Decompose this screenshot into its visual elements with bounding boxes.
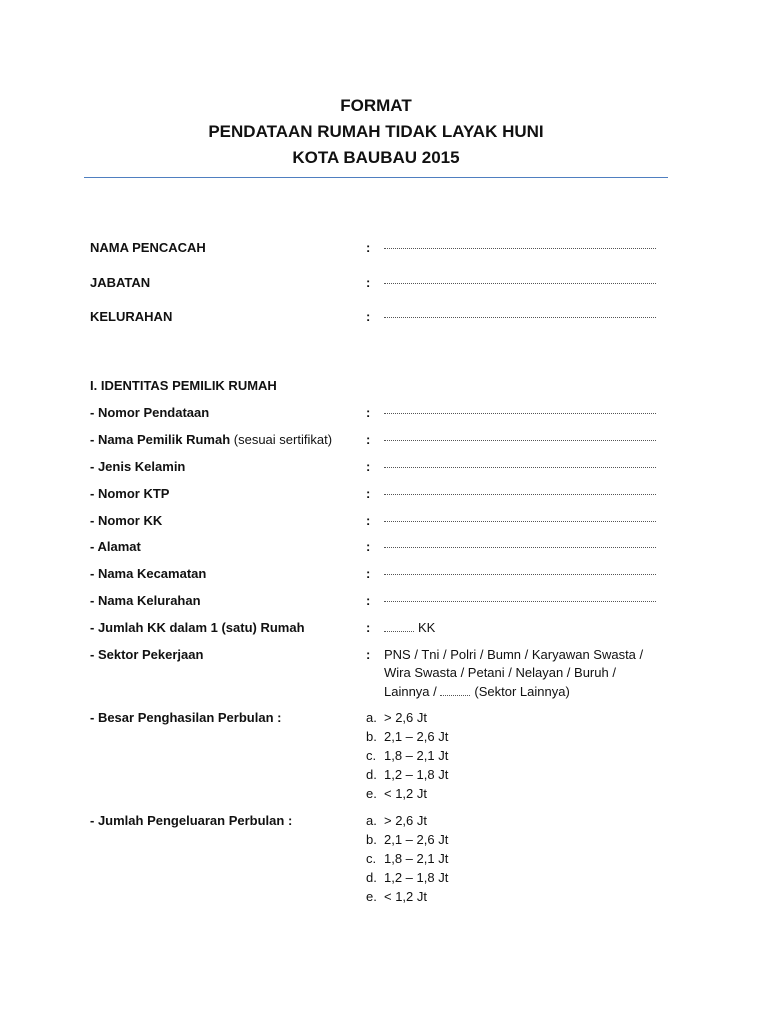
field-label-nama-kecamatan: - Nama Kecamatan	[90, 566, 207, 581]
field-label-penghasilan: - Besar Penghasilan Perbulan :	[90, 710, 282, 725]
field-note-sertifikat: (sesuai sertifikat)	[230, 432, 333, 447]
pengeluaran-option-c[interactable]: 1,8 – 2,1 Jt	[384, 851, 449, 866]
field-input-nama-pemilik[interactable]	[384, 440, 656, 441]
jumlah-kk-input[interactable]	[384, 631, 414, 632]
sektor-lainnya-prefix: Lainnya /	[384, 684, 437, 699]
field-colon: :	[366, 459, 371, 474]
option-letter: c.	[366, 851, 377, 866]
officer-name-field[interactable]	[384, 248, 656, 249]
pengeluaran-option-e[interactable]: < 1,2 Jt	[384, 889, 427, 904]
penghasilan-option-e[interactable]: < 1,2 Jt	[384, 786, 427, 801]
header-divider	[84, 177, 668, 178]
penghasilan-option-d[interactable]: 1,2 – 1,8 Jt	[384, 767, 449, 782]
pengeluaran-option-d[interactable]: 1,2 – 1,8 Jt	[384, 870, 449, 885]
village-label: KELURAHAN	[90, 309, 173, 324]
field-colon: :	[366, 566, 371, 581]
officer-name-label: NAMA PENCACAH	[90, 240, 206, 255]
pengeluaran-option-a[interactable]: > 2,6 Jt	[384, 813, 427, 828]
jumlah-kk-value	[384, 620, 435, 635]
option-letter: b.	[366, 832, 377, 847]
field-colon: :	[366, 620, 371, 635]
field-label-nama-kelurahan: - Nama Kelurahan	[90, 593, 201, 608]
option-letter: e.	[366, 786, 377, 801]
penghasilan-option-b[interactable]: 2,1 – 2,6 Jt	[384, 729, 449, 744]
field-label-nama-pemilik: - Nama Pemilik Rumah (sesuai sertifikat)	[90, 432, 333, 447]
field-input-nomor-pendataan[interactable]	[384, 413, 656, 414]
position-label: JABATAN	[90, 275, 151, 290]
option-letter: b.	[366, 729, 377, 744]
option-letter: e.	[366, 889, 377, 904]
jumlah-kk-unit: KK	[418, 620, 436, 635]
option-letter: c.	[366, 748, 377, 763]
field-label-sektor-pekerjaan: - Sektor Pekerjaan	[90, 647, 204, 662]
field-label-pengeluaran: - Jumlah Pengeluaran Perbulan :	[90, 813, 293, 828]
field-colon: :	[366, 513, 371, 528]
field-input-nama-kecamatan[interactable]	[384, 574, 656, 575]
penghasilan-option-a[interactable]: > 2,6 Jt	[384, 710, 427, 725]
field-colon: :	[366, 593, 371, 608]
field-colon: :	[366, 432, 371, 447]
option-letter: d.	[366, 870, 377, 885]
field-colon: :	[366, 486, 371, 501]
field-input-alamat[interactable]	[384, 547, 656, 548]
sektor-options-line3	[384, 684, 570, 699]
field-label-jenis-kelamin: - Jenis Kelamin	[90, 459, 186, 474]
field-label-nomor-pendataan: - Nomor Pendataan	[90, 405, 210, 420]
field-input-jenis-kelamin[interactable]	[384, 467, 656, 468]
section-title: I. IDENTITAS PEMILIK RUMAH	[90, 378, 277, 393]
village-colon: :	[366, 309, 371, 324]
field-colon: :	[366, 539, 371, 554]
field-label-jumlah-kk: - Jumlah KK dalam 1 (satu) Rumah	[90, 620, 305, 635]
option-letter: a.	[366, 710, 377, 725]
field-label-nomor-kk: - Nomor KK	[90, 513, 163, 528]
officer-name-colon: :	[366, 240, 371, 255]
penghasilan-option-c[interactable]: 1,8 – 2,1 Jt	[384, 748, 449, 763]
position-field[interactable]	[384, 283, 656, 284]
field-input-nama-kelurahan[interactable]	[384, 601, 656, 602]
field-input-nomor-kk[interactable]	[384, 521, 656, 522]
field-colon: :	[366, 647, 371, 662]
sektor-lainnya-input[interactable]	[440, 695, 470, 696]
form-subtitle: PENDATAAN RUMAH TIDAK LAYAK HUNI	[208, 122, 544, 141]
sektor-lainnya-suffix: (Sektor Lainnya)	[474, 684, 570, 699]
sektor-options-line2: Wira Swasta / Petani / Nelayan / Buruh /	[384, 665, 616, 680]
position-colon: :	[366, 275, 371, 290]
option-letter: d.	[366, 767, 377, 782]
option-letter: a.	[366, 813, 377, 828]
village-field[interactable]	[384, 317, 656, 318]
form-title: FORMAT	[340, 96, 412, 115]
field-input-nomor-ktp[interactable]	[384, 494, 656, 495]
form-city-year: KOTA BAUBAU 2015	[292, 148, 460, 167]
sektor-options-line1: PNS / Tni / Polri / Bumn / Karyawan Swasta /	[384, 647, 644, 662]
pengeluaran-option-b[interactable]: 2,1 – 2,6 Jt	[384, 832, 449, 847]
field-label-alamat: - Alamat	[90, 539, 141, 554]
field-colon: :	[366, 405, 371, 420]
field-label-nomor-ktp: - Nomor KTP	[90, 486, 170, 501]
